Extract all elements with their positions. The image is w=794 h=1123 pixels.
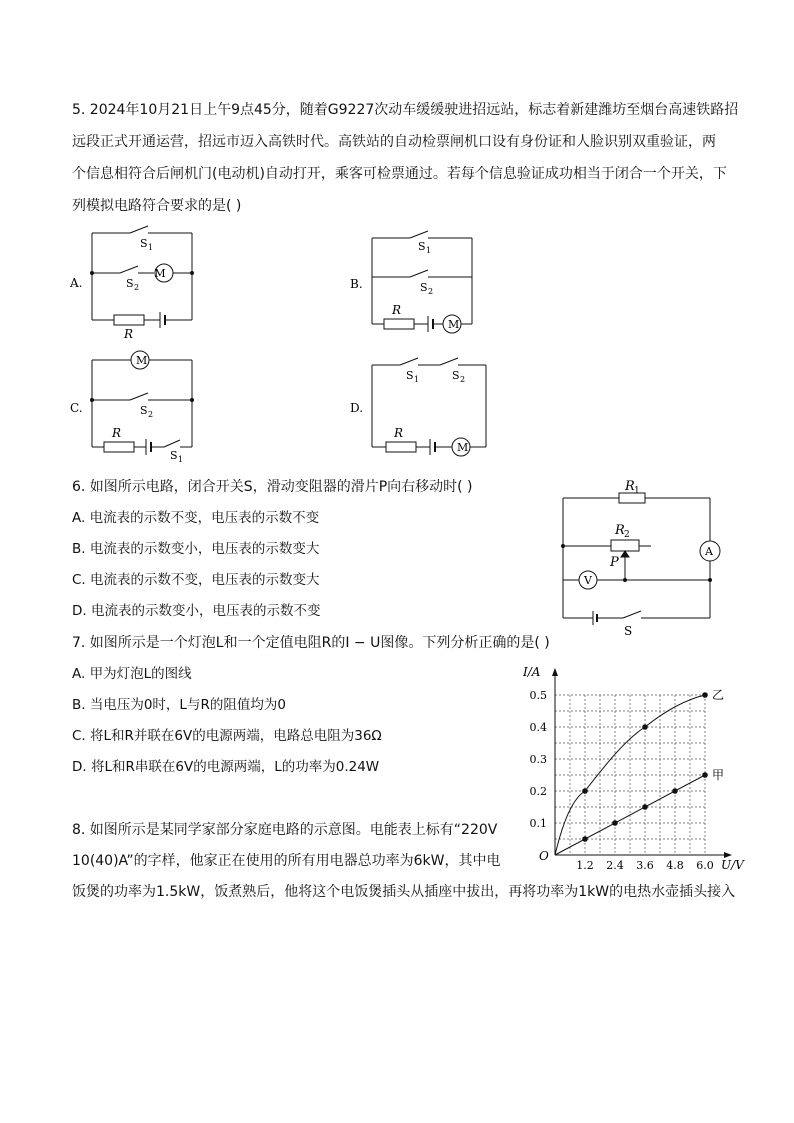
r-label: R: [392, 303, 402, 317]
origin-label: O: [539, 849, 549, 863]
motor-label: M: [448, 318, 460, 331]
x-tick-label: 6.0: [696, 859, 714, 872]
iu-chart: [515, 660, 744, 875]
s2-label: S: [420, 281, 428, 294]
r2-label: R: [615, 523, 625, 538]
p-label: P: [610, 555, 619, 570]
x-tick-label: 2.4: [606, 859, 624, 872]
r2-sub: 2: [624, 530, 630, 540]
option-b-label: B.: [350, 277, 363, 291]
y-axis-arrow: [552, 668, 558, 676]
s2-sub: 2: [428, 287, 434, 296]
q7-option-a: A. 甲为灯泡L的图线: [72, 666, 192, 682]
q5-line-4: 列模拟电路符合要求的是( ): [72, 198, 242, 214]
x-axis-label: U/V: [721, 858, 744, 872]
q5-line-2: 远段正式开通运营，招远市迈入高铁时代。高铁站的自动检票闸机口设有身份证和人脸识别双重验证，两: [72, 134, 716, 150]
s1-label: S: [406, 369, 414, 382]
data-point: [702, 692, 708, 698]
s2-sub: 2: [148, 410, 154, 419]
s1-sub: 1: [178, 455, 184, 464]
option-c-label: C.: [70, 401, 83, 415]
motor-label: M: [136, 354, 148, 367]
q5-line-3: 个信息相符合后闸机门(电动机)自动打开，乘客可检票通过。若每个信息验证成功相当于闭合一个开关，下: [72, 166, 727, 182]
r1-sub: 1: [634, 486, 640, 496]
y-axis-label: I/A: [523, 665, 541, 679]
q6-option-c: C. 电流表的示数不变，电压表的示数变大: [72, 572, 320, 588]
r1-label: R: [625, 479, 635, 494]
data-point: [612, 820, 618, 826]
q8-line-1: 8. 如图所示是某同学家部分家庭电路的示意图。电能表上标有“220V: [72, 822, 498, 838]
motor-label: M: [154, 267, 166, 280]
q7-option-d: D. 将L和R串联在6V的电源两端，L的功率为0.24W: [72, 759, 380, 775]
motor-label: M: [457, 441, 469, 454]
option-d-label: D.: [350, 401, 364, 415]
q5-circuit-c: [68, 350, 208, 465]
x-tick-label: 3.6: [636, 859, 654, 872]
s1-label: S: [170, 449, 178, 462]
series-label: 甲: [712, 768, 725, 782]
y-tick-label: 0.2: [529, 785, 547, 798]
r-label: R: [112, 426, 122, 440]
q6-stem: 6. 如图所示电路，闭合开关S，滑动变阻器的滑片P向右移动时( ): [72, 479, 473, 495]
q8-line-2: 10(40)A”的字样，他家正在使用的所有用电器总功率为6kW，其中电: [72, 853, 501, 869]
q6-option-d: D. 电流表的示数变小，电压表的示数不变: [72, 603, 321, 619]
q5-circuit-d: [348, 355, 493, 465]
s1-sub: 1: [426, 246, 432, 255]
s1-label: S: [418, 240, 426, 253]
x-tick-label: 1.2: [576, 859, 594, 872]
q6-circuit: [555, 476, 735, 640]
series-label: 乙: [712, 688, 725, 702]
data-point: [582, 788, 588, 794]
voltmeter-label: V: [584, 574, 592, 587]
s1-label: S: [140, 237, 148, 250]
r-label: R: [124, 327, 134, 341]
s2-sub: 2: [460, 375, 466, 384]
s1-sub: 1: [414, 375, 420, 384]
y-tick-label: 0.5: [529, 689, 547, 702]
option-a-label: A.: [70, 276, 83, 290]
s1-sub: 1: [148, 243, 154, 252]
ammeter-label: A: [705, 545, 713, 558]
q7-stem: 7. 如图所示是一个灯泡L和一个定值电阻R的I − U图像。下列分析正确的是( ): [72, 635, 550, 651]
q6-option-b: B. 电流表的示数变小，电压表的示数变大: [72, 541, 320, 557]
q7-option-c: C. 将L和R并联在6V的电源两端，电路总电阻为36Ω: [72, 728, 382, 744]
q6-option-a: A. 电流表的示数不变，电压表的示数不变: [72, 510, 320, 526]
s2-sub: 2: [134, 283, 140, 292]
data-point: [642, 724, 648, 730]
r-label: R: [394, 426, 404, 440]
data-point: [702, 772, 708, 778]
switch-label: S: [624, 624, 633, 638]
data-point: [582, 836, 588, 842]
s2-label: S: [140, 404, 148, 417]
data-point: [642, 804, 648, 810]
s2-label: S: [452, 369, 460, 382]
x-tick-label: 4.8: [666, 859, 684, 872]
s2-label: S: [126, 277, 134, 290]
q5-circuit-b: [348, 230, 488, 340]
data-point: [672, 788, 678, 794]
y-tick-label: 0.1: [529, 817, 547, 830]
q5-line-1: 5. 2024年10月21日上午9点45分，随着G9227次动车缓缓驶进招远站，标志着新建潍坊至烟台高速铁路招: [72, 102, 739, 118]
y-tick-label: 0.3: [529, 753, 547, 766]
q7-option-b: B. 当电压为0时，L与R的阻值均为0: [72, 697, 286, 713]
q5-circuit-a: [68, 225, 208, 340]
y-tick-label: 0.4: [529, 721, 547, 734]
q8-line-3: 饭煲的功率为1.5kW，饭煮熟后，他将这个电饭煲插头从插座中拔出，再将功率为1kW的电热水壶插头接入: [72, 884, 736, 900]
